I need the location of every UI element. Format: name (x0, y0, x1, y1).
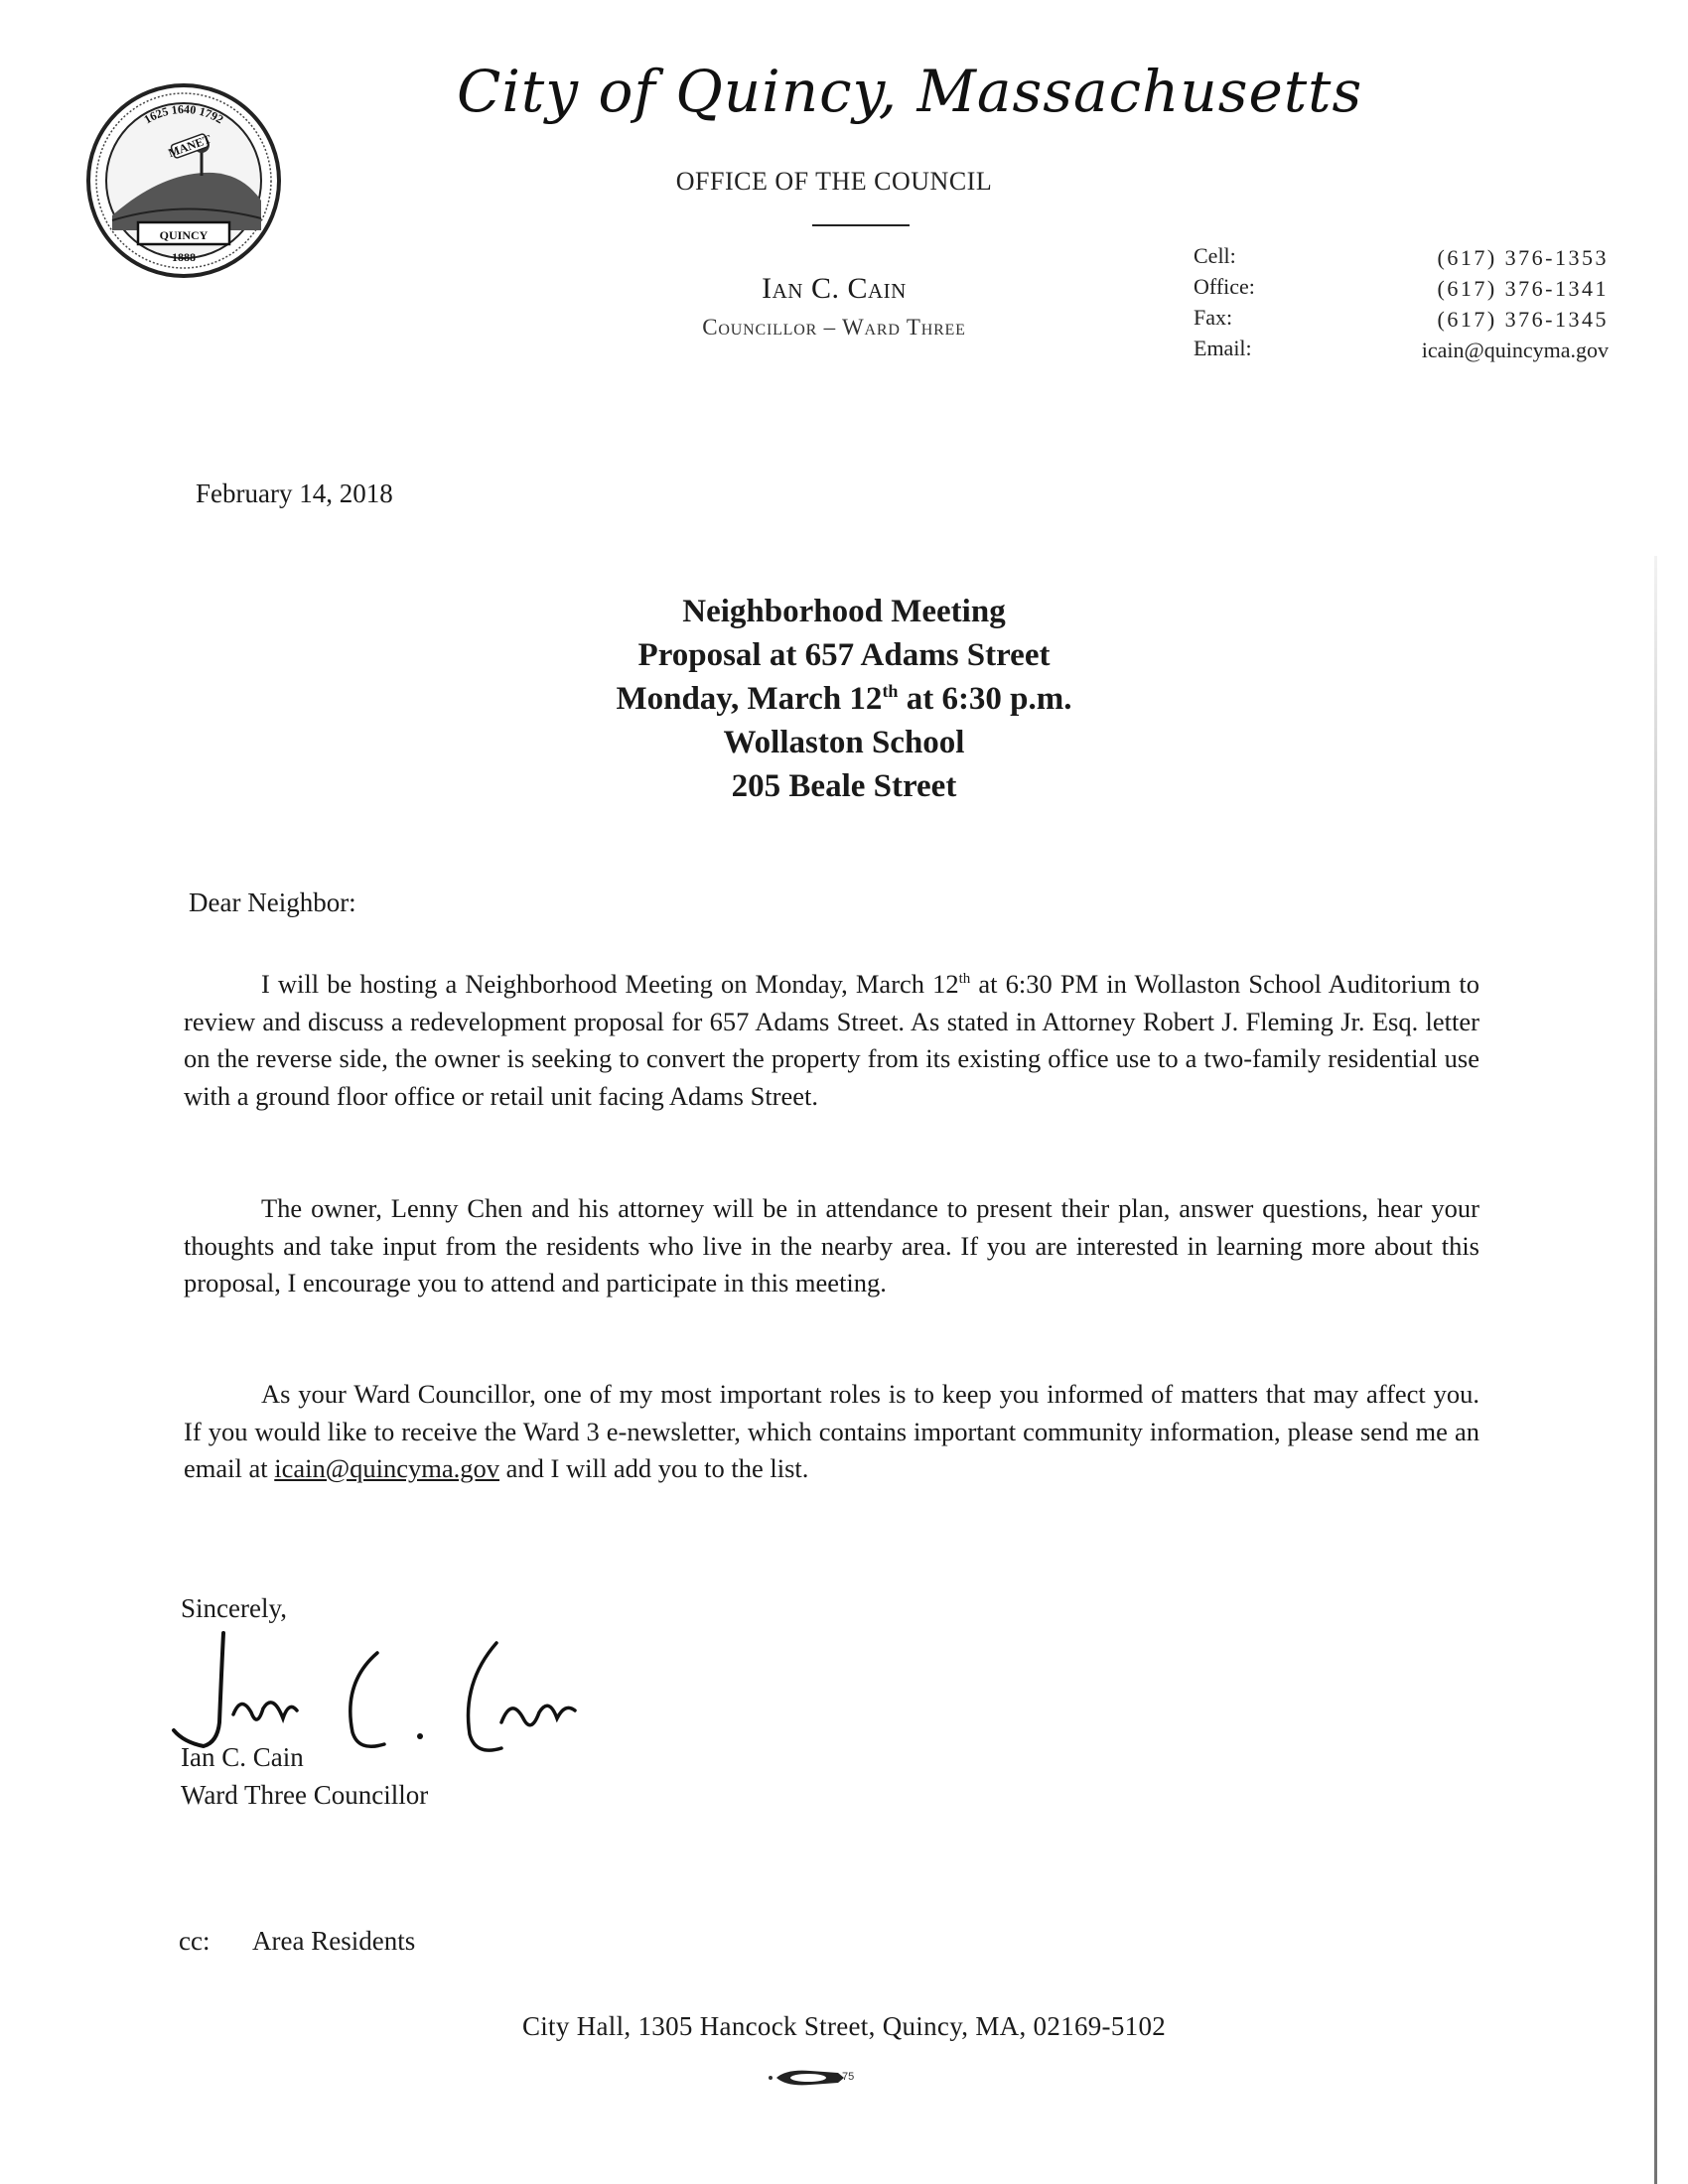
office-phone-number: (617) 376-1341 (1437, 276, 1609, 301)
scan-edge-line (1654, 556, 1657, 2184)
contact-email[interactable]: icain@quincyma.gov (1421, 338, 1609, 362)
cell-number: (617) 376-1353 (1437, 245, 1609, 270)
meeting-venue: Wollaston School (723, 725, 965, 760)
header-divider (812, 224, 910, 226)
newsletter-email-link[interactable]: icain@quincyma.gov (274, 1453, 500, 1483)
closing: Sincerely, (181, 1593, 287, 1623)
office-title: OFFICE OF THE COUNCIL (675, 167, 993, 196)
signer-name: Ian C. Cain (181, 1742, 304, 1772)
cc-label: cc: (179, 1926, 211, 1956)
letter-date: February 14, 2018 (196, 478, 393, 508)
contact-labels (1194, 240, 1255, 363)
cell-label: Cell: (1194, 243, 1236, 268)
meeting-datetime: Monday, March 12th at 6:30 p.m. (616, 681, 1072, 717)
seal-banner-text: MANET (166, 131, 213, 161)
city-title: City of Quincy, Massachusetts (457, 58, 1363, 125)
salutation: Dear Neighbor: (189, 887, 356, 917)
footer-address: City Hall, 1305 Hancock Street, Quincy, MA, 02169-5102 (521, 2011, 1167, 2041)
meeting-title: Neighborhood Meeting (682, 594, 1006, 629)
signer-title: Ward Three Councillor (181, 1780, 429, 1810)
meeting-details (447, 590, 1241, 808)
meeting-address: 205 Beale Street (731, 768, 957, 804)
paragraph-owner-attendance: The owner, Lenny Chen and his attorney will be in attendance to present their plan, answer questions, hear your thoughts and take input from the residents who live in the nearby area. If you are interested in learning more about this proposal, I encourage you to attend and participate in this meeting. (184, 1193, 1479, 1297)
contact-values (1370, 242, 1609, 365)
seal-city-text: QUINCY (159, 228, 209, 242)
councillor-role: Councillor – Ward Three (702, 315, 966, 340)
paragraph-meeting-intro: I will be hosting a Neighborhood Meeting on Monday, March 12th at 6:30 PM in Wollaston School Auditorium to review and discuss a redevelopment proposal for 657 Adams Street. As stated in Attorney Robert J. Fleming Jr. Esq. letter on the reverse side, the owner is seeking to convert the property from its existing office use to a two-family residential use with a ground floor office or retail unit facing Adams Street. (184, 969, 1479, 1111)
seal-top-text: 1625 1640 1792 (141, 101, 226, 127)
paragraph-newsletter: As your Ward Councillor, one of my most important roles is to keep you informed of matters that may affect you. If you would like to receive the Ward 3 e-newsletter, which contains important community information, please send me an email at icain@quincyma.gov and I will add you to the list. (184, 1379, 1479, 1483)
meeting-proposal: Proposal at 657 Adams Street (637, 637, 1051, 673)
fax-number: (617) 376-1345 (1437, 307, 1609, 332)
email-label: Email: (1194, 336, 1252, 360)
seal-year-text: 1888 (172, 250, 196, 264)
councillor-name: Ian C. Cain (762, 272, 907, 305)
city-seal (84, 81, 283, 280)
fax-label: Fax: (1194, 305, 1233, 330)
union-bug-number: 75 (842, 2071, 855, 2083)
union-bug-icon (767, 2067, 876, 2089)
office-phone-label: Office: (1194, 274, 1255, 299)
cc-recipients: Area Residents (252, 1926, 416, 1956)
